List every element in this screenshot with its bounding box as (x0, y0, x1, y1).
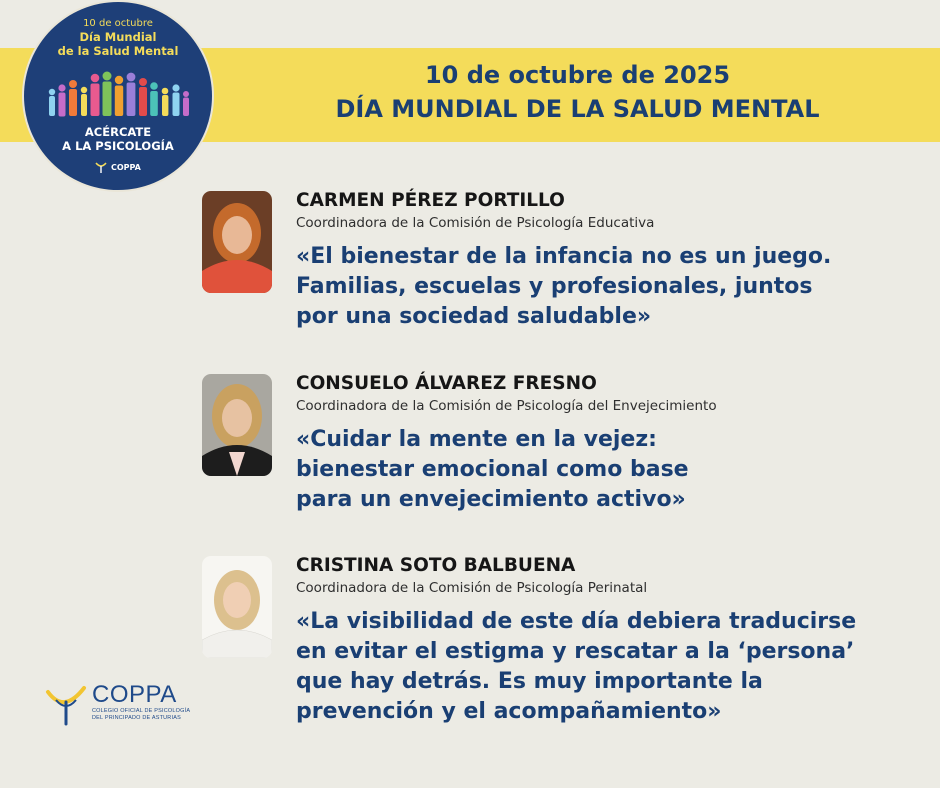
coppa-logo (44, 682, 190, 728)
badge-title-line1: Día Mundial (79, 30, 157, 44)
quote-line: prevención y el acompañamiento» (296, 699, 722, 724)
portrait-cristina (202, 556, 272, 658)
people-silhouettes-icon (44, 68, 192, 120)
quote-line: «El bienestar de la infancia no es un juego. (296, 244, 832, 269)
quote-line: «La visibilidad de este día debiera traducirse (296, 609, 857, 634)
badge-cta-line2: A LA PSICOLOGÍA (62, 139, 174, 153)
speaker-name: CARMEN PÉREZ PORTILLO (296, 190, 565, 211)
quote-line: Familias, escuelas y profesionales, juntos (296, 274, 813, 299)
logo-subtitle-line2: DEL PRINCIPADO DE ASTURIAS (92, 715, 181, 721)
badge-title-line2: de la Salud Mental (57, 44, 179, 58)
badge-logo (94, 160, 141, 174)
quote-line: en evitar el estigma y rescatar a la ‘persona’ (296, 639, 855, 664)
portrait-consuelo (202, 374, 272, 476)
speaker-role: Coordinadora de la Comisión de Psicología Perinatal (296, 580, 648, 596)
header-title: DÍA MUNDIAL DE LA SALUD MENTAL (335, 95, 820, 123)
speaker-name: CRISTINA SOTO BALBUENA (296, 555, 576, 576)
event-badge (24, 2, 212, 190)
quote-line: «Cuidar la mente en la vejez: (296, 427, 657, 452)
logo-name: COPPA (92, 681, 177, 708)
quote-line: bienestar emocional como base (296, 457, 689, 482)
coppa-symbol-icon (94, 160, 108, 174)
badge-cta-line1: ACÉRCATE (84, 125, 152, 139)
speaker-name: CONSUELO ÁLVAREZ FRESNO (296, 373, 597, 394)
speaker-role: Coordinadora de la Comisión de Psicología del Envejecimiento (296, 398, 717, 414)
badge-date: 10 de octubre (83, 18, 153, 29)
quote-line: por una sociedad saludable» (296, 304, 652, 329)
logo-subtitle-line1: COLEGIO OFICIAL DE PSICOLOGÍA (92, 708, 191, 714)
coppa-symbol-icon (44, 682, 90, 728)
portrait-carmen (202, 191, 272, 293)
header-date: 10 de octubre de 2025 (424, 61, 731, 89)
speaker-role: Coordinadora de la Comisión de Psicología Educativa (296, 215, 655, 231)
quote-line: que hay detrás. Es muy importante la (296, 669, 763, 694)
badge-logo-text: COPPA (111, 162, 141, 172)
quote-line: para un envejecimiento activo» (296, 487, 686, 512)
